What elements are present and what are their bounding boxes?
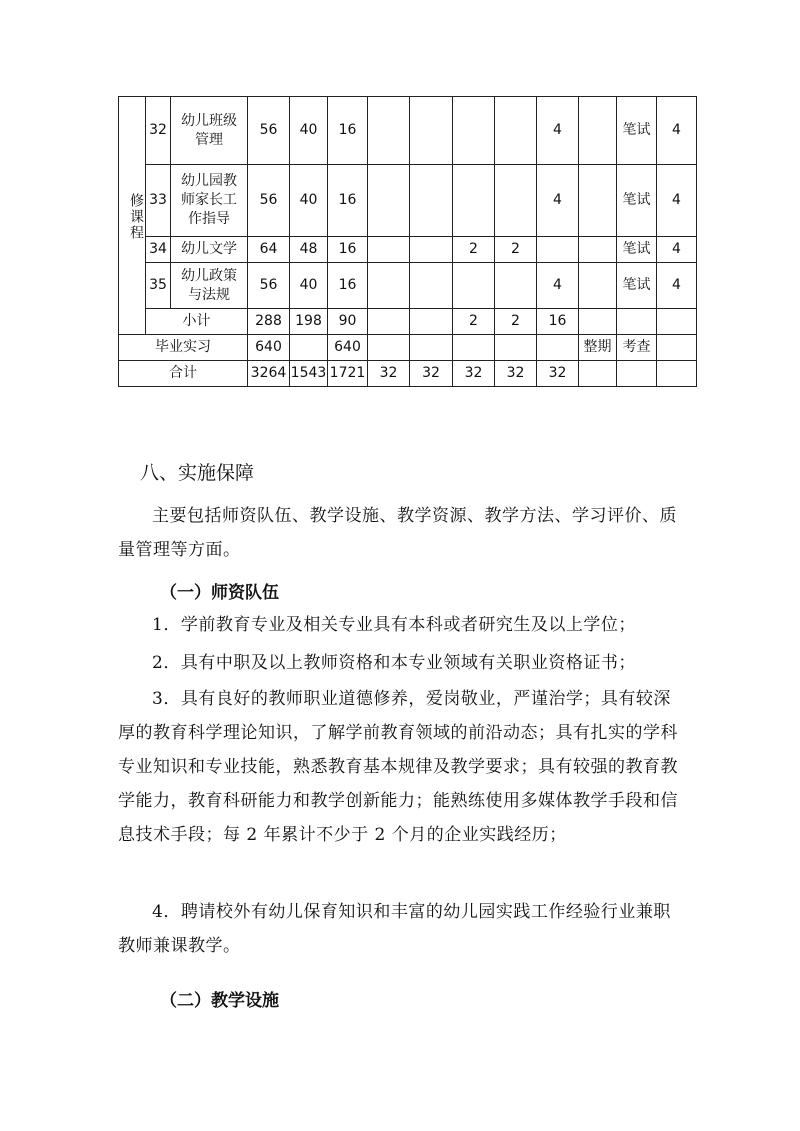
- total-row: 合计 3264 1543 1721 32 32 32 32 32: [119, 361, 697, 387]
- paragraph-4: 4．聘请校外有幼儿保育知识和丰富的幼儿园实践工作经验行业兼职教师兼课教学。: [118, 902, 671, 956]
- course-table: [118, 96, 697, 387]
- course-name: 幼儿班级管理: [171, 97, 248, 165]
- exam-type: 笔试: [617, 97, 657, 165]
- paragraph-2: 2．具有中职及以上教师资格和本专业领域有关职业资格证书；: [152, 653, 636, 673]
- table-row: 35 幼儿政策与法规 56 40 16 4 笔试 4: [119, 263, 697, 309]
- subsection-heading-faculty: （一）师资队伍: [160, 583, 279, 603]
- course-no: 33: [146, 165, 171, 237]
- course-name: 幼儿文学: [171, 237, 248, 263]
- total-label: 合计: [119, 361, 248, 387]
- subtotal-label: 小计: [146, 309, 248, 335]
- table-row: [119, 97, 697, 165]
- intro-paragraph: 主要包括师资队伍、教学设施、教学资源、教学方法、学习评价、质量管理等方面。: [118, 506, 677, 560]
- table-row: 34 幼儿文学 64 48 16 2 2 笔试 4: [119, 237, 697, 263]
- subsection-heading-facilities: （二）教学设施: [160, 991, 279, 1011]
- theory-hours: 40: [290, 97, 328, 165]
- credit: 4: [657, 97, 697, 165]
- total-hours: 56: [248, 97, 290, 165]
- internship-row: 毕业实习 640 640 整期 考查: [119, 335, 697, 361]
- internship-label: 毕业实习: [119, 335, 248, 361]
- category-cell: 修课程: [119, 97, 146, 335]
- paragraph-3: 3．具有良好的教师职业道德修养，爱岗敬业，严谨治学；具有较深厚的教育科学理论知识，了解学前教育领域的前沿动态；具有扎实的学科专业知识和专业技能，熟悉教育基本规律及教学要求；具有较强的教育教学能力，教育科研能力和教学创新能力；能熟练使用多媒体教学手段和信息技术手段；每 2 年累计不少于 2 个月的企业实践经历；: [118, 689, 678, 845]
- table-row: 33 幼儿园教师家长工作指导 56 40 16 4 笔试 4: [119, 165, 697, 237]
- course-no: 35: [146, 263, 171, 309]
- practice-hours: 16: [328, 97, 368, 165]
- course-name: 幼儿政策与法规: [171, 263, 248, 309]
- course-name: 幼儿园教师家长工作指导: [171, 165, 248, 237]
- subtotal-row: 小计 288 198 90 2 2 16: [119, 309, 697, 335]
- course-no: 32: [146, 97, 171, 165]
- course-no: 34: [146, 237, 171, 263]
- section-heading: 八、实施保障: [140, 462, 255, 484]
- paragraph-1: 1．学前教育专业及相关专业具有本科或者研究生及以上学位；: [152, 615, 636, 635]
- semester-hours: 4: [537, 97, 579, 165]
